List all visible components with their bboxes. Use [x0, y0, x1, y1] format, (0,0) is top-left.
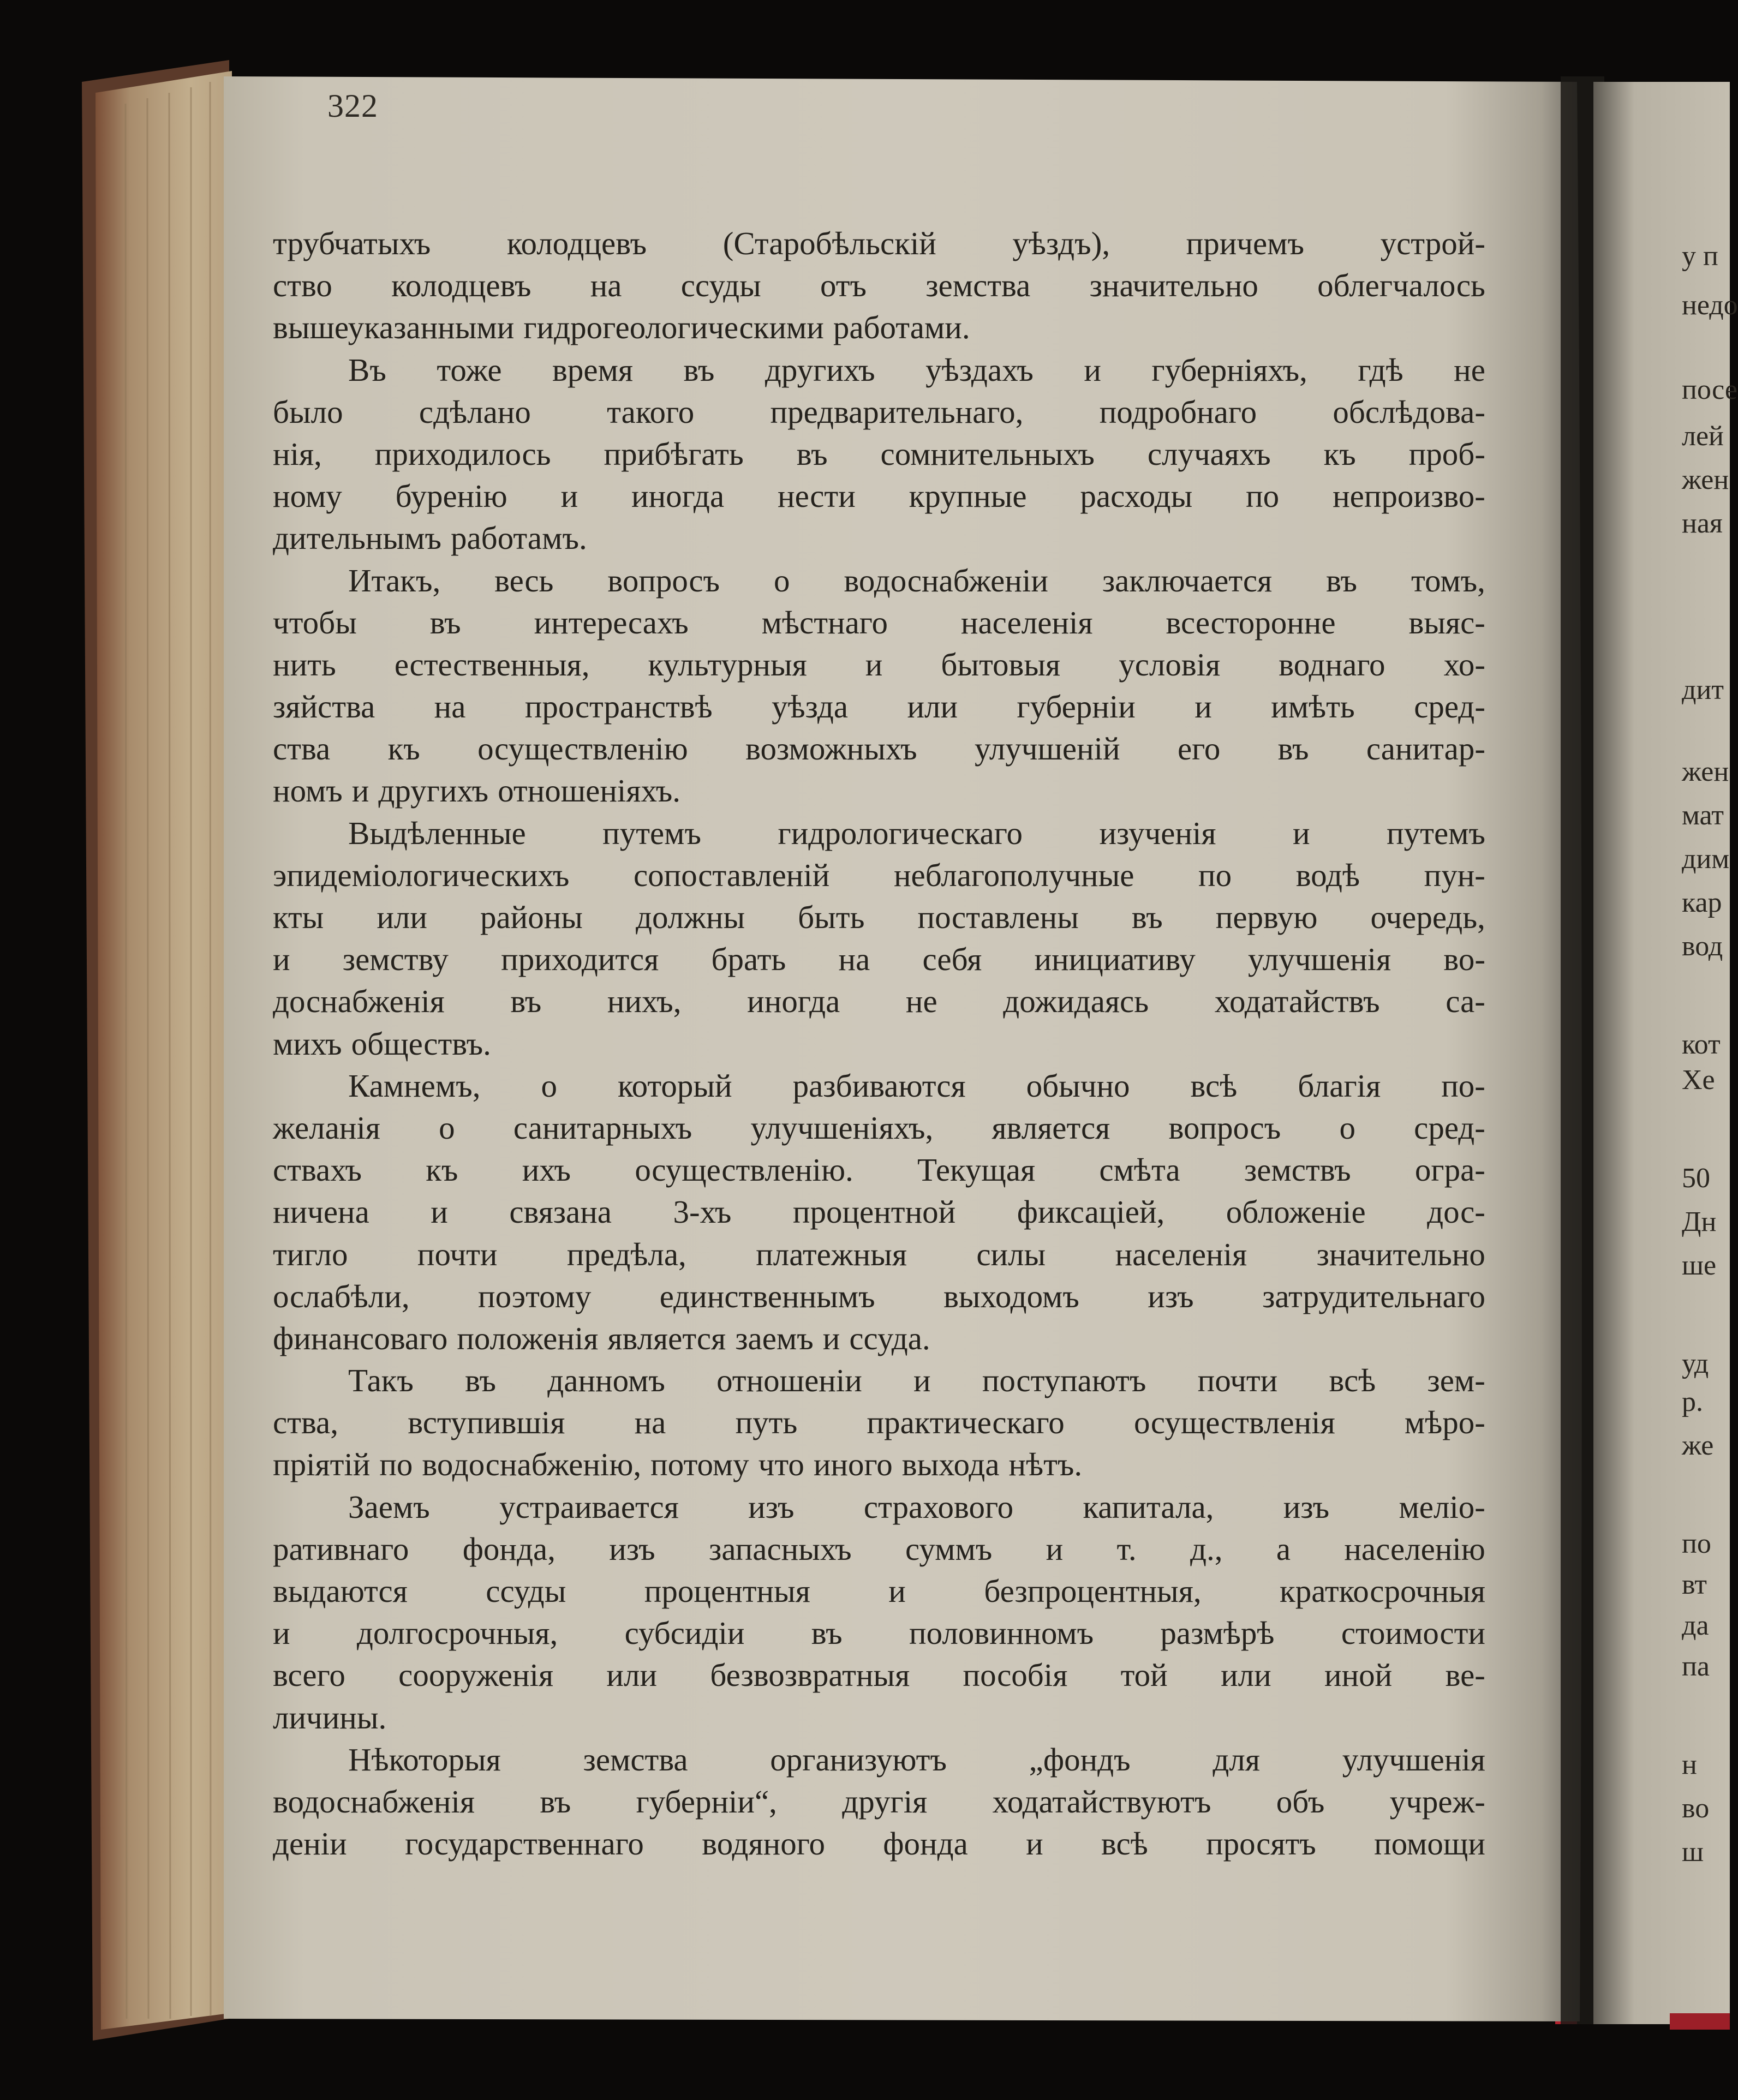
text-line: Камнемъ, о который разбиваются обычно всѣ благія по-: [348, 1067, 1485, 1104]
text-line: вышеуказанными гидрогеологическими работами.: [273, 309, 970, 346]
text-line: было сдѣлано такого предварительнаго, подробнаго обслѣдова-: [273, 393, 1485, 430]
text-line: ства, вступившія на путь практическаго осуществленія мѣро-: [273, 1404, 1485, 1441]
text-line: ослабѣли, поэтому единственнымъ выходомъ изъ затрудительнаго: [273, 1278, 1485, 1314]
text-line: выдаются ссуды процентныя и безпроцентныя, краткосрочныя: [273, 1573, 1485, 1609]
right-page-fragment: Хе: [1682, 1064, 1715, 1096]
right-page-fragment: н: [1682, 1749, 1697, 1780]
text-line: и земству приходится брать на себя инициативу улучшенія во-: [273, 941, 1485, 978]
page-body-text: [273, 223, 1485, 1865]
text-line: ства къ осуществленію возможныхъ улучшеній его въ санитар-: [273, 731, 1485, 767]
right-page-fragment: посе: [1682, 374, 1737, 405]
right-page-fragment: 50: [1682, 1163, 1710, 1194]
text-line: михъ обществъ.: [273, 1025, 491, 1062]
text-line: нить естественныя, культурныя и бытовыя условія воднаго хо-: [273, 646, 1485, 683]
right-page-fragment: да: [1682, 1610, 1709, 1641]
text-line: трубчатыхъ колодцевъ (Старобѣльскій уѣздъ), причемъ устрой-: [273, 225, 1485, 261]
text-line: кты или районы должны быть поставлены въ первую очередь,: [273, 899, 1485, 935]
text-line: ничена и связана 3-хъ процентной фиксаціей, обложеніе дос-: [273, 1194, 1485, 1230]
right-page-fragments: [1682, 0, 1738, 2100]
right-page-fragment: жен: [1682, 464, 1729, 495]
right-page-fragment: по: [1682, 1528, 1711, 1559]
text-line: желанія о санитарныхъ улучшеніяхъ, является вопросъ о сред-: [273, 1109, 1485, 1146]
text-line: ство колодцевъ на ссуды отъ земства значительно облегчалось: [273, 267, 1485, 304]
right-page-fragment: лей: [1682, 421, 1724, 452]
right-page-fragment: у п: [1682, 241, 1718, 272]
text-line: нія, приходилось прибѣгать въ сомнительныхъ случаяхъ къ проб-: [273, 435, 1485, 472]
text-line: ративнаго фонда, изъ запасныхъ суммъ и т. д., а населенію: [273, 1530, 1485, 1567]
right-page-fragment: же: [1682, 1430, 1714, 1461]
text-line: Итакъ, весь вопросъ о водоснабженіи заключается въ томъ,: [348, 562, 1485, 599]
text-line: зяйства на пространствѣ уѣзда или губерніи и имѣть сред-: [273, 689, 1485, 725]
right-page-fragment: ная: [1682, 508, 1723, 539]
text-line: деніи государственнаго водяного фонда и всѣ просятъ помощи: [273, 1826, 1485, 1862]
right-page-fragment: ше: [1682, 1250, 1717, 1281]
right-page-fragment: па: [1682, 1651, 1710, 1682]
text-line: Въ тоже время въ другихъ уѣздахъ и губерніяхъ, гдѣ не: [348, 351, 1485, 388]
text-line: чтобы въ интересахъ мѣстнаго населенія всесторонне выяс-: [273, 604, 1485, 641]
right-page-fragment: ш: [1682, 1836, 1704, 1868]
text-line: пріятій по водоснабженію, потому что иного выхода нѣтъ.: [273, 1446, 1083, 1483]
text-line: дительнымъ работамъ.: [273, 520, 587, 557]
text-line: Заемъ устраивается изъ страхового капитала, изъ меліо-: [348, 1488, 1485, 1525]
right-page-fragment: дим: [1682, 843, 1730, 875]
text-line: всего сооруженія или безвозвратныя пособія той или иной ве-: [273, 1657, 1485, 1694]
page-number: 322: [327, 88, 378, 124]
right-page-fragment: вод: [1682, 931, 1723, 962]
right-page-fragment: кар: [1682, 887, 1722, 918]
text-line: Такъ въ данномъ отношеніи и поступаютъ почти всѣ зем-: [348, 1362, 1485, 1399]
text-line: тигло почти предѣла, платежныя силы населенія значительно: [273, 1236, 1485, 1272]
right-page-fragment: дит: [1682, 674, 1724, 705]
right-page-fragment: кот: [1682, 1029, 1721, 1060]
text-line: Нѣкоторыя земства организуютъ „фондъ для улучшенія: [348, 1741, 1485, 1778]
text-line: личины.: [273, 1699, 387, 1736]
text-line: финансоваго положенія является заемъ и ссуда.: [273, 1320, 930, 1356]
text-line: ному буренію и иногда нести крупные расходы по непроизво-: [273, 478, 1485, 514]
text-line: Выдѣленные путемъ гидрологическаго изученія и путемъ: [348, 815, 1485, 851]
right-page-fragment: вт: [1682, 1569, 1707, 1600]
text-line: эпидеміологическихъ сопоставленій неблагополучные по водѣ пун-: [273, 857, 1485, 893]
right-page-fragment: уд: [1682, 1348, 1709, 1379]
right-page-fragment: мат: [1682, 800, 1724, 831]
text-line: номъ и другихъ отношеніяхъ.: [273, 773, 680, 809]
right-page-fragment: во: [1682, 1793, 1710, 1824]
right-page-fragment: недо: [1682, 290, 1738, 321]
right-page-fragment: Дн: [1682, 1206, 1717, 1237]
text-line: водоснабженія въ губерніи“, другія ходатайствуютъ объ учреж-: [273, 1783, 1485, 1820]
text-line: и долгосрочныя, субсидіи въ половинномъ размѣрѣ стоимости: [273, 1615, 1485, 1652]
text-line: доснабженія въ нихъ, иногда не дожидаясь ходатайствъ са-: [273, 983, 1485, 1020]
right-page-fragment: р.: [1682, 1386, 1703, 1417]
right-page-fragment: жен: [1682, 756, 1729, 787]
text-line: ствахъ къ ихъ осуществленію. Текущая смѣта земствъ огра-: [273, 1152, 1485, 1188]
